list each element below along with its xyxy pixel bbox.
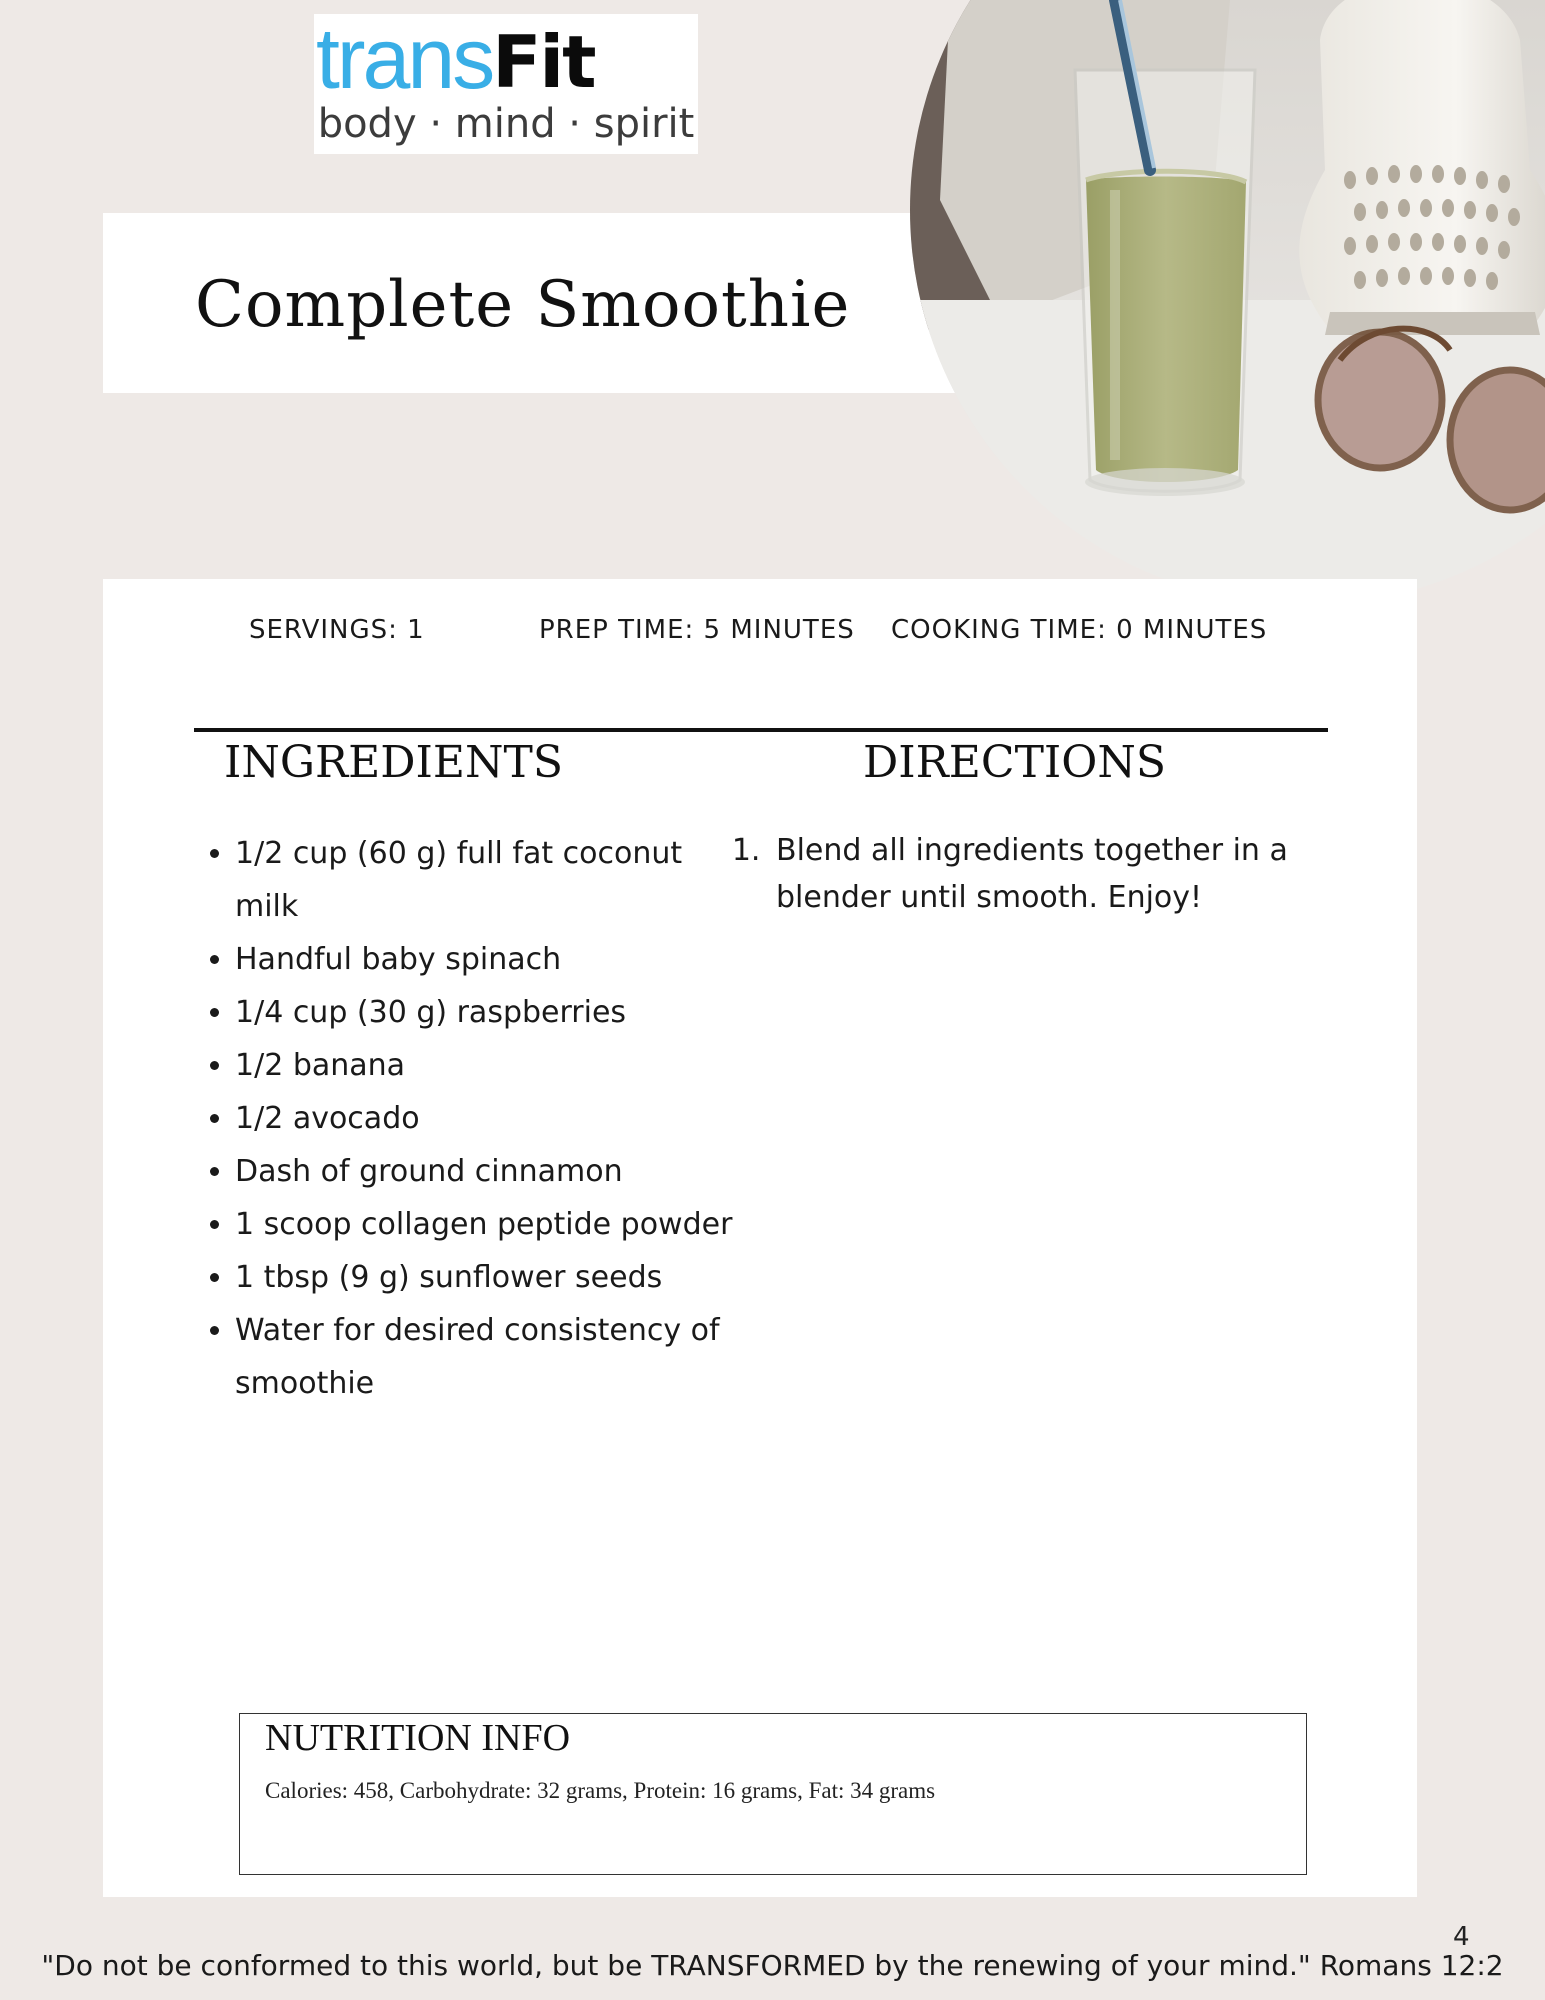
ingredient-item: • 1/2 cup (60 g) full fat coconut milk	[235, 827, 735, 933]
nutrition-facts: Calories: 458, Carbohydrate: 32 grams, Protein: 16 grams, Fat: 34 grams	[265, 1778, 936, 1803]
ingredient-item: • 1/2 avocado	[235, 1092, 735, 1145]
ingredient-item: • Water for desired consistency of smoothie	[235, 1304, 735, 1410]
ingredient-item: • 1/2 banana	[235, 1039, 735, 1092]
ingredient-item: • Dash of ground cinnamon	[235, 1145, 735, 1198]
direction-step: 1. Blend all ingredients together in a blender until smooth. Enjoy!	[770, 827, 1350, 921]
logo-tagline: body · mind · spirit	[317, 101, 695, 147]
ingredients-list	[190, 827, 735, 1410]
ingredients-heading: INGREDIENTS	[224, 737, 564, 788]
logo-fit-text: Fit	[492, 20, 595, 104]
logo-wordmark	[316, 11, 700, 107]
ingredient-item: • 1 tbsp (9 g) sunflower seeds	[235, 1251, 735, 1304]
photo-content	[910, 0, 1545, 610]
ingredient-item: • 1 scoop collagen peptide powder	[235, 1198, 735, 1251]
smoothie-photo	[910, 0, 1545, 610]
ingredient-item: • Handful baby spinach	[235, 933, 735, 986]
nutrition-heading: NUTRITION INFO	[265, 1717, 571, 1759]
prep-time-label: PREP TIME: 5 MINUTES	[539, 615, 855, 645]
section-divider	[194, 728, 1328, 732]
logo-trans-text: trans	[316, 11, 493, 107]
transfit-logo	[314, 11, 698, 154]
cooking-time-label: COOKING TIME: 0 MINUTES	[891, 615, 1268, 645]
directions-list	[730, 827, 1350, 921]
title-card	[103, 213, 983, 393]
recipe-title: Complete Smoothie	[195, 268, 851, 342]
ingredient-item: • 1/4 cup (30 g) raspberries	[235, 986, 735, 1039]
footer-quote: "Do not be conformed to this world, but be TRANSFORMED by the renewing of your mind." Romans 12:2	[41, 1949, 1504, 1982]
page-number: 4	[1453, 1922, 1470, 1952]
servings-label: SERVINGS: 1	[249, 615, 425, 645]
directions-heading: DIRECTIONS	[863, 737, 1167, 788]
nutrition-box	[239, 1713, 1307, 1875]
